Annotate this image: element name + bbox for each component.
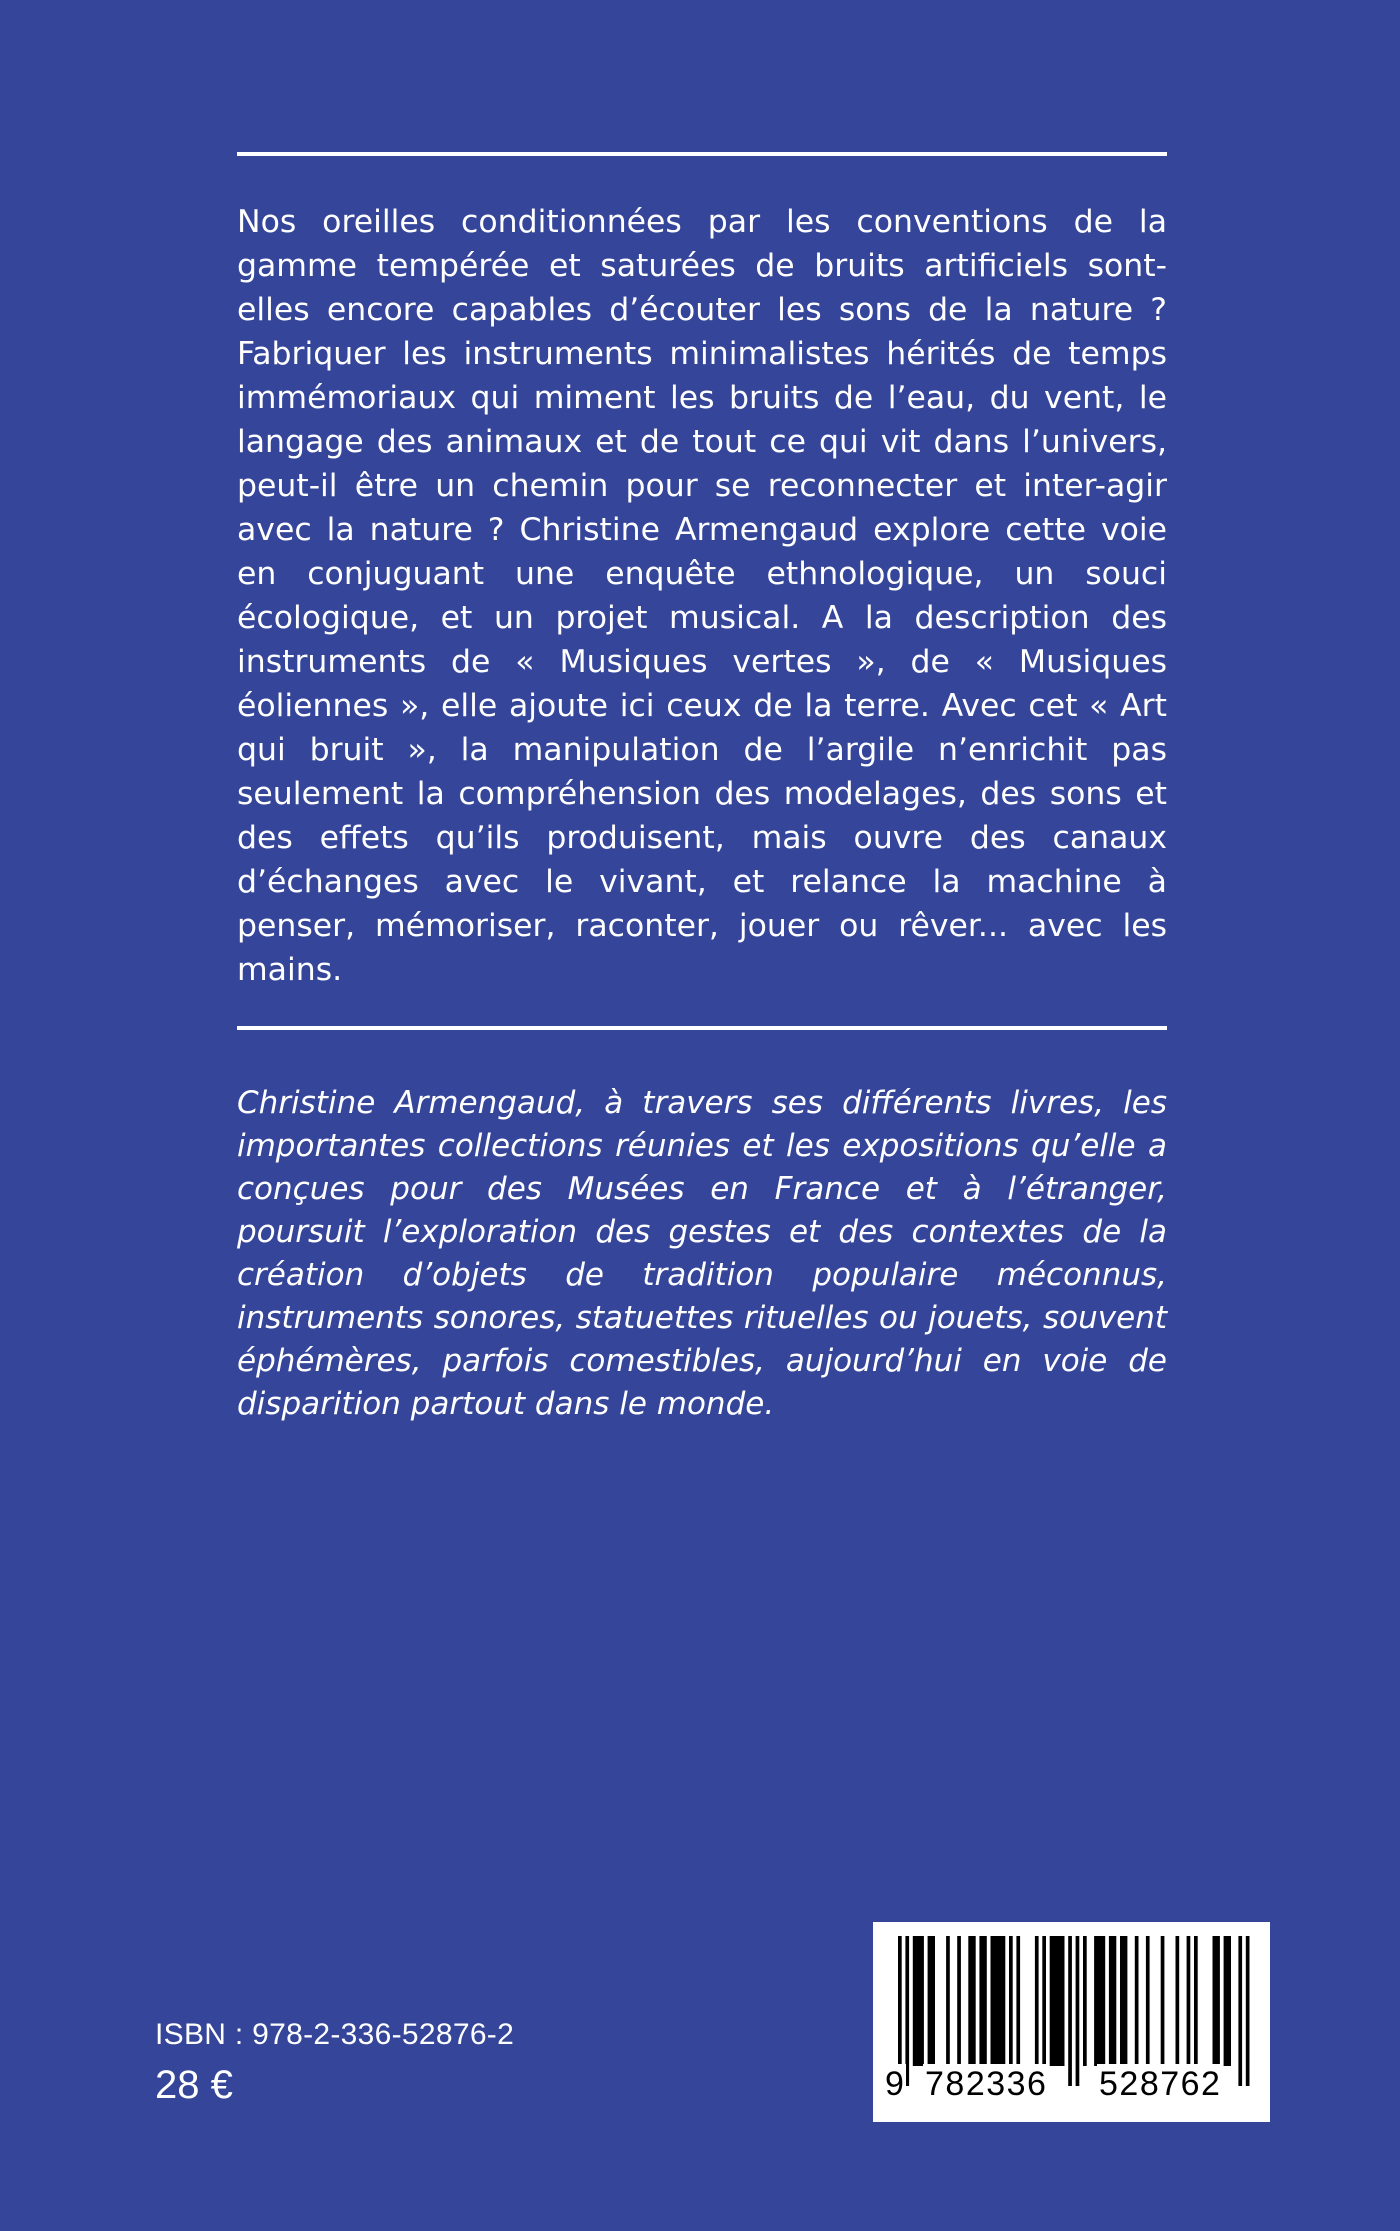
price-text: 28 € bbox=[155, 2063, 233, 2107]
barcode-left-group: 782336 bbox=[925, 2065, 1048, 2103]
barcode-bar bbox=[1120, 1936, 1127, 2066]
barcode-bar bbox=[1083, 1936, 1087, 2066]
barcode-bar bbox=[928, 1936, 935, 2066]
barcode-bar bbox=[913, 1936, 924, 2066]
barcode-right-group: 528762 bbox=[1099, 2065, 1222, 2103]
barcode-digits bbox=[873, 2064, 1270, 2104]
barcode-bar bbox=[1016, 1936, 1020, 2066]
barcode-bar bbox=[1194, 1936, 1198, 2066]
barcode-bar bbox=[1042, 1936, 1046, 2066]
barcode-bar bbox=[1135, 1936, 1139, 2066]
barcode-bar bbox=[1009, 1936, 1013, 2066]
barcode-bar bbox=[1161, 1936, 1165, 2066]
book-blurb: Nos oreilles conditionnées par les conventions de la gamme tempérée et saturées de bruits artificiels sont-elles encore capables d’écouter les sons de la nature ? Fabriquer les instruments minimalistes hérités de temps immémoriaux qui miment les bruits de l’eau, du vent, le langage des animaux et de tout ce qui vit dans l’univers, peut-il être un chemin pour se reconnecter et inter-agir avec la nature ? Christine Armengaud explore cette voie en conjuguant une enquête ethnologique, un souci écologique, et un projet musical. A la description des instruments de « Musiques vertes », de « Musiques éoliennes », elle ajoute ici ceux de la terre. Avec cet « Art qui bruit », la manipulation de l’argile n’enrichit pas seulement la compréhension des modelages, des sons et des effets qu’ils produisent, mais ouvre des canaux d’échanges avec le vivant, et relance la machine à penser, mémoriser, raconter, jouer ou rêver... avec les mains. bbox=[237, 204, 1167, 988]
barcode-bar bbox=[1224, 1936, 1231, 2066]
barcode-bar bbox=[1094, 1936, 1105, 2066]
barcode-bar bbox=[1050, 1936, 1065, 2066]
top-divider bbox=[237, 152, 1167, 156]
barcode-first-digit: 9 bbox=[885, 2065, 904, 2103]
barcode-bar bbox=[1187, 1936, 1191, 2066]
barcode-bar bbox=[1109, 1936, 1116, 2066]
author-bio: Christine Armengaud, à travers ses différents livres, les importantes collections réunies et les expositions qu’elle a conçues pour des Musées en France et à l’étranger, poursuit l’exploration des gestes et des contextes de la création d’objets de tradition populaire méconnus, instruments sonores, statuettes rituelles ou jouets, souvent éphémères, parfois comestibles, aujourd’hui en voie de disparition partout dans le monde. bbox=[237, 1085, 1167, 1422]
barcode-bar bbox=[1176, 1936, 1180, 2066]
barcode-bar bbox=[1146, 1936, 1150, 2066]
barcode-bar bbox=[991, 1936, 1006, 2066]
barcode-bar bbox=[979, 1936, 986, 2066]
barcode-bar bbox=[968, 1936, 975, 2066]
barcode-bar bbox=[1035, 1936, 1039, 2066]
barcode bbox=[873, 1922, 1270, 2122]
barcode-bar bbox=[946, 1936, 950, 2066]
middle-divider bbox=[237, 1026, 1167, 1030]
barcode-bar bbox=[1213, 1936, 1220, 2066]
isbn-text: ISBN : 978-2-336-52876-2 bbox=[155, 2018, 515, 2051]
barcode-bar bbox=[957, 1936, 961, 2066]
